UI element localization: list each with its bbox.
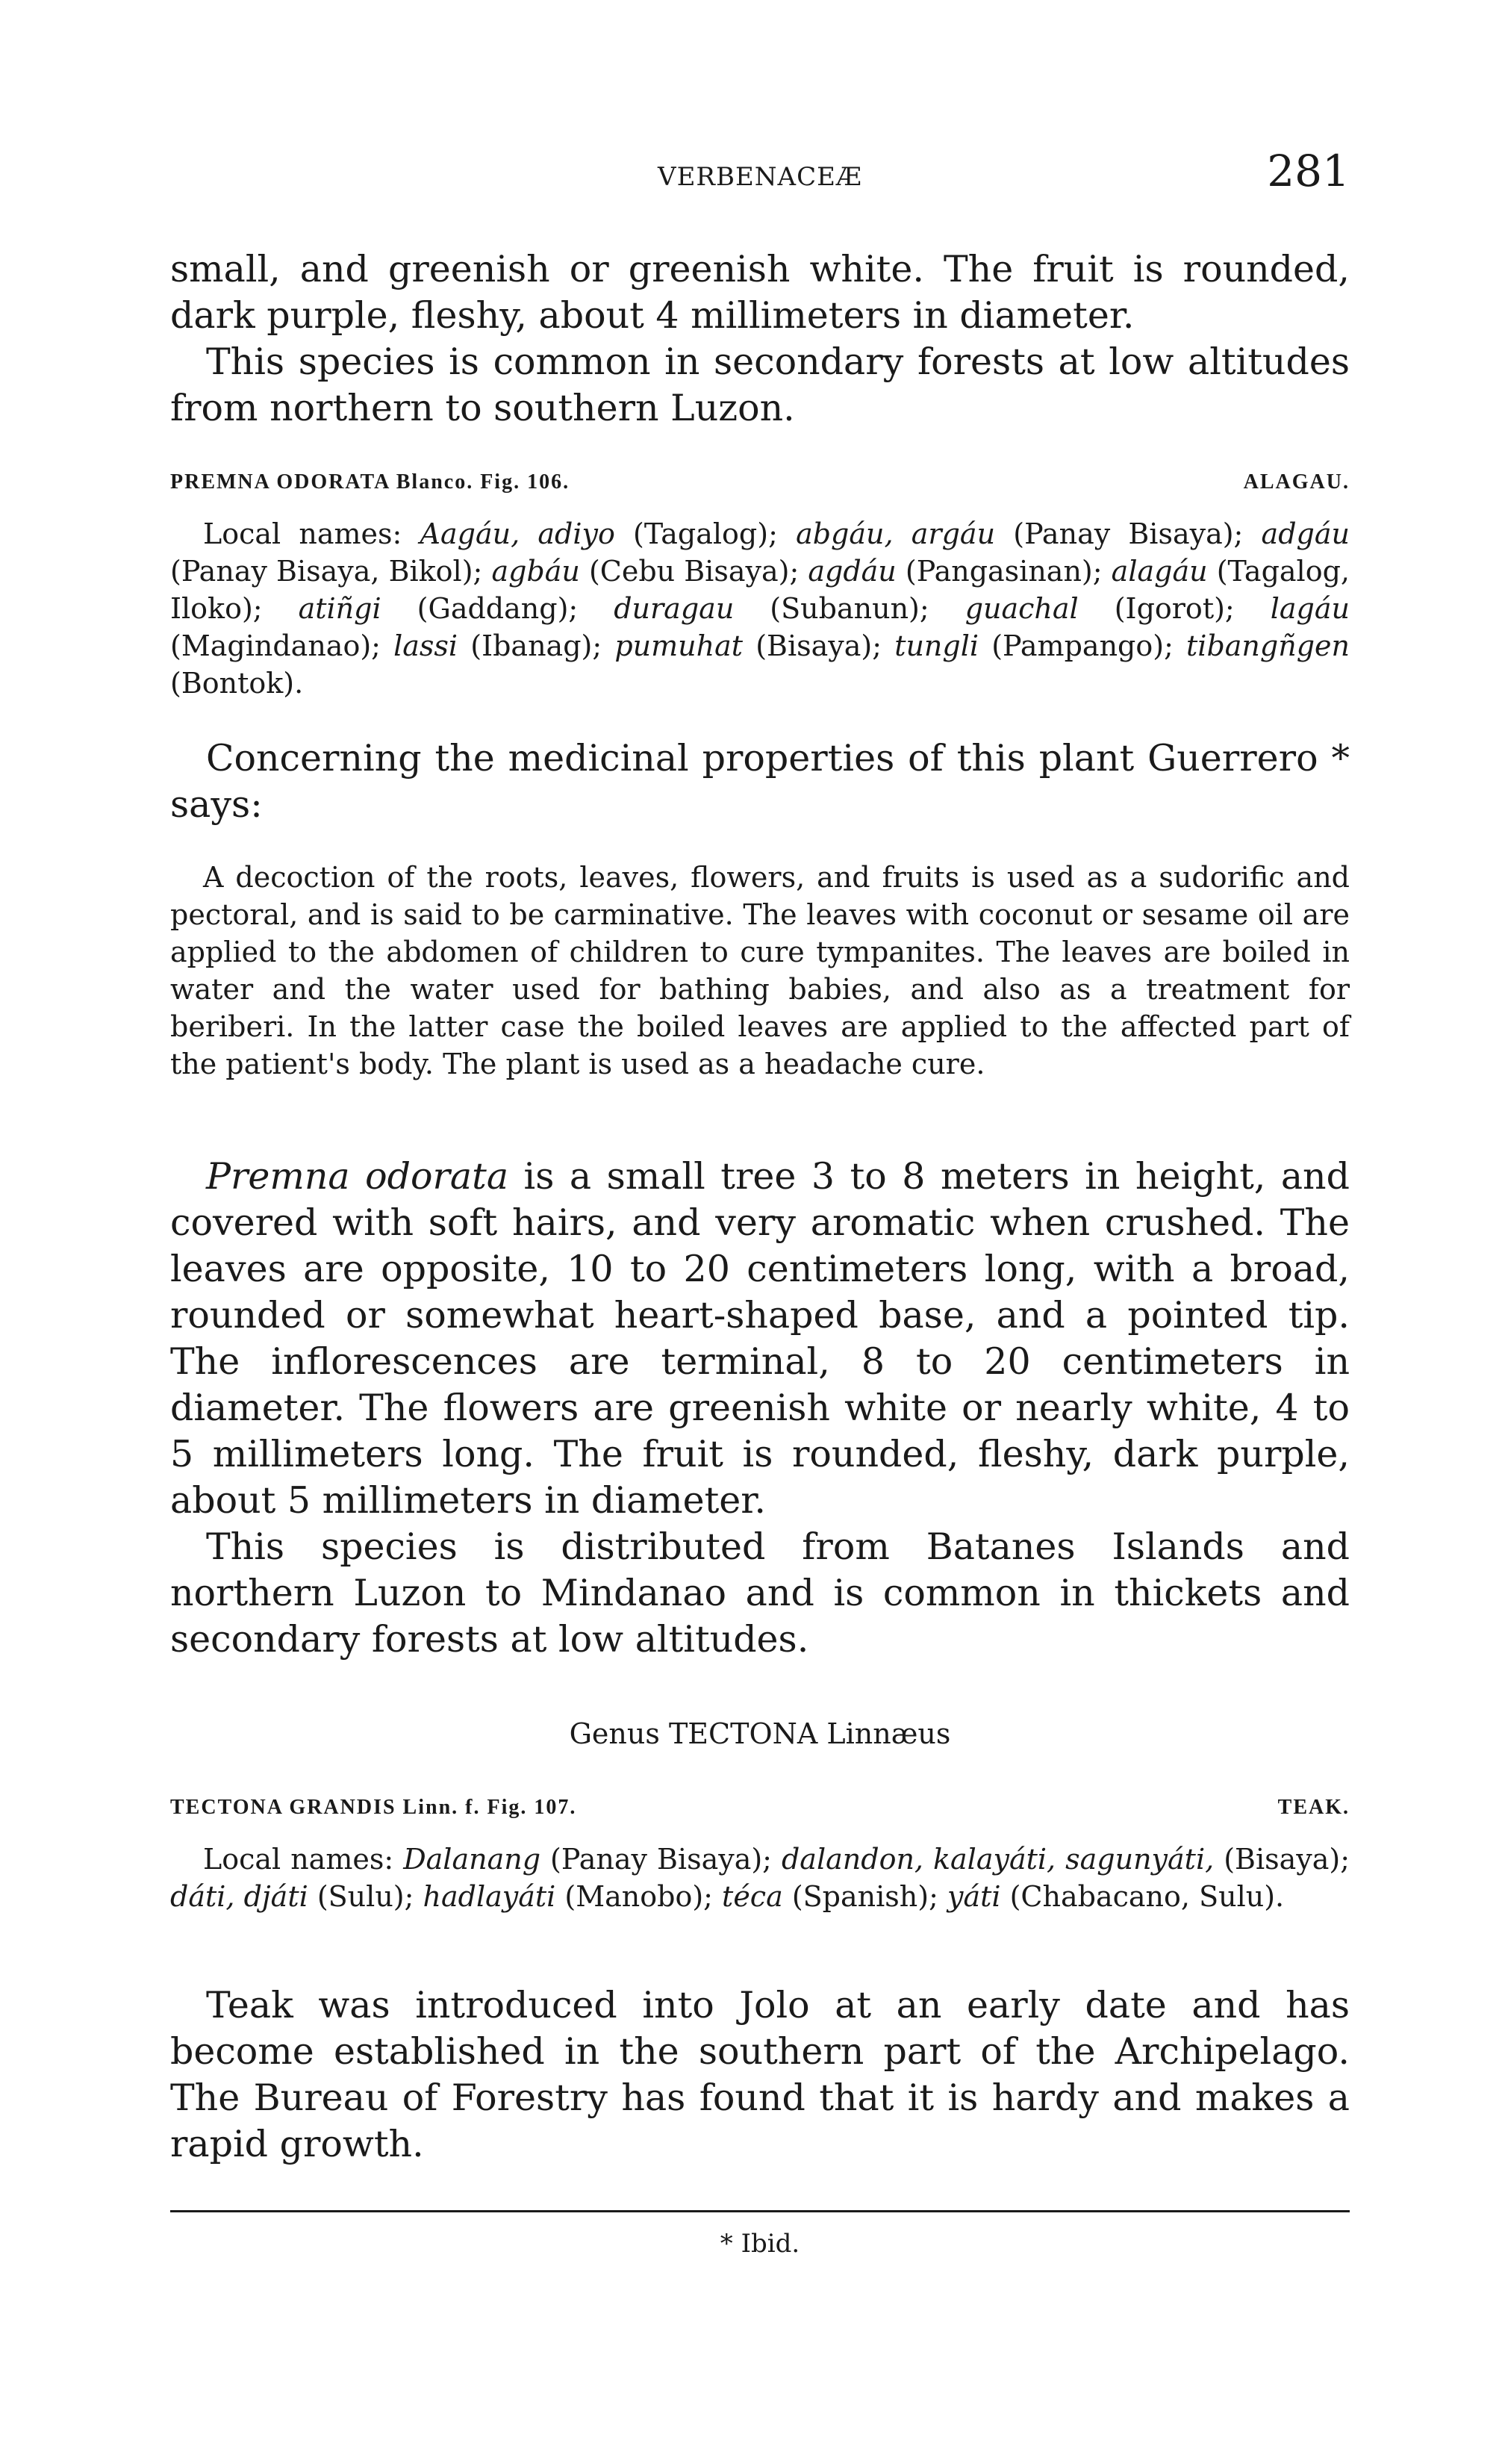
local-name: agdáu [808,555,897,588]
genus-tectona-heading: Genus TECTONA Linnæus [569,1717,951,1750]
running-head [170,146,1350,213]
local-name-language: (Tagalog, Iloko); [170,555,1350,625]
running-title: VERBENACEÆ [658,162,862,192]
premna-local-names-text [170,515,1350,702]
local-name-language: (Subanun); [734,592,965,625]
tectona-body [170,1982,1350,2168]
premna-quote [170,859,1350,1083]
local-name-language: (Gaddang); [381,592,614,625]
footnote-rule [170,2210,1350,2212]
tectona-local-names-text [170,1841,1350,1915]
local-name: dáti, djáti [170,1880,308,1913]
local-name: duragau [614,592,735,625]
local-name: hadlayáti [423,1880,556,1913]
local-name: adgáu [1261,517,1350,550]
local-name: pumuhat [614,629,744,662]
local-name: tibangñgen [1186,629,1350,662]
intro-habitat-paragraph: This species is common in secondary forests at low altitudes from northern to southern Luzon. [170,340,1350,429]
local-name: yáti [947,1880,1001,1913]
local-names-label: Local names: [203,517,402,550]
local-name-language: (Tagalog); [614,517,797,550]
premna-concerning-text: Concerning the medicinal properties of this plant Guerrero * says: [170,737,1350,826]
local-name-language: (Magindanao); [170,629,394,662]
premna-heading-common: ALAGAU. [1243,470,1350,494]
tectona-local-names [170,1841,1350,1915]
local-name-language: (Bontok). [170,667,304,700]
local-name-language: (Pangasinan); [896,555,1112,588]
tectona-body-text: Teak was introduced into Jolo at an early date and has become established in the southern part of the Archipelago. The Bureau of Forestry has found that it is hardy and makes a rapid growth. [170,1984,1350,2165]
footnote-text: * Ibid. [720,2229,800,2259]
premna-description [170,1154,1350,1663]
local-names-label: Local names: [203,1843,394,1876]
local-name-language: (Panay Bisaya); [995,517,1262,550]
tectona-entry-heading [170,1796,1350,1820]
premna-local-names [170,515,1350,702]
local-name-language: (Manobo); [555,1880,723,1913]
intro-block [170,246,1350,432]
local-name: guachal [965,592,1079,625]
page-number: 281 [1267,146,1350,196]
local-name-language: (Bisaya); [1214,1843,1350,1876]
premna-heading-name: PREMNA ODORATA Blanco. Fig. 106. [170,470,570,494]
local-name-language: (Sulu); [308,1880,423,1913]
local-name: agbáu [491,555,580,588]
premna-entry-heading [170,470,1350,494]
premna-distribution-text: This species is distributed from Batanes Islands and northern Luzon to Mindanao and is common in thickets and secondary forests at low altitudes. [170,1525,1350,1661]
local-name: lassi [393,629,458,662]
local-name-language: (Spanish); [782,1880,947,1913]
local-name-language: (Panay Bisaya); [540,1843,782,1876]
premna-quote-text: A decoction of the roots, leaves, flowers, and fruits is used as a sudorific and pectoral, and is said to be carminative. The leaves with coconut or sesame oil are applied to the abdomen of children to cure tympanites. The leaves are boiled in water and the water used for bathing babies, and also as a treatment for beriberi. In the latter case the boiled leaves are applied to the affected part of the patient's body. The plant is used as a headache cure. [170,861,1350,1080]
premna-description-text [170,1154,1350,1524]
premna-concerning [170,735,1350,828]
local-name-language: (Panay Bisaya, Bikol); [170,555,492,588]
local-name-language: (Ibanag); [458,629,615,662]
local-name-language: (Cebu Bisaya); [579,555,808,588]
premna-description-body: is a small tree 3 to 8 meters in height, and covered with soft hairs, and very aromatic when crushed. The leaves are opposite, 10 to 20 centimeters long, with a broad, rounded or somewhat heart-shaped base, and a pointed tip. The inflorescences are terminal, 8 to 20 centimeters in diameter. The flowers are greenish white or nearly white, 4 to 5 millimeters long. The fruit is rounded, fleshy, dark purple, about 5 millimeters in diameter. [170,1155,1350,1522]
local-name: Aagáu, adiyo [420,517,615,550]
local-name-language: (Pampango); [979,629,1187,662]
local-name: dalandon, kalayáti, sagunyáti, [781,1843,1215,1876]
local-name: tungli [894,629,979,662]
premna-species-name: Premna odorata [206,1155,509,1198]
intro-paragraph: small, and greenish or greenish white. The fruit is rounded, dark purple, fleshy, about 4 millimeters in diameter. [170,248,1350,337]
local-name: Dalanang [403,1843,541,1876]
local-name-language: (Bisaya); [743,629,895,662]
local-name: téca [722,1880,783,1913]
local-name: abgáu, argáu [796,517,996,550]
local-name: atiñgi [298,592,381,625]
tectona-heading-name: TECTONA GRANDIS Linn. f. Fig. 107. [170,1796,577,1819]
local-name-language: (Igorot); [1078,592,1271,625]
local-name-language: (Chabacano, Sulu). [1000,1880,1285,1913]
local-name: alagáu [1111,555,1208,588]
tectona-heading-common: TEAK. [1277,1796,1350,1819]
local-name: lagáu [1270,592,1350,625]
